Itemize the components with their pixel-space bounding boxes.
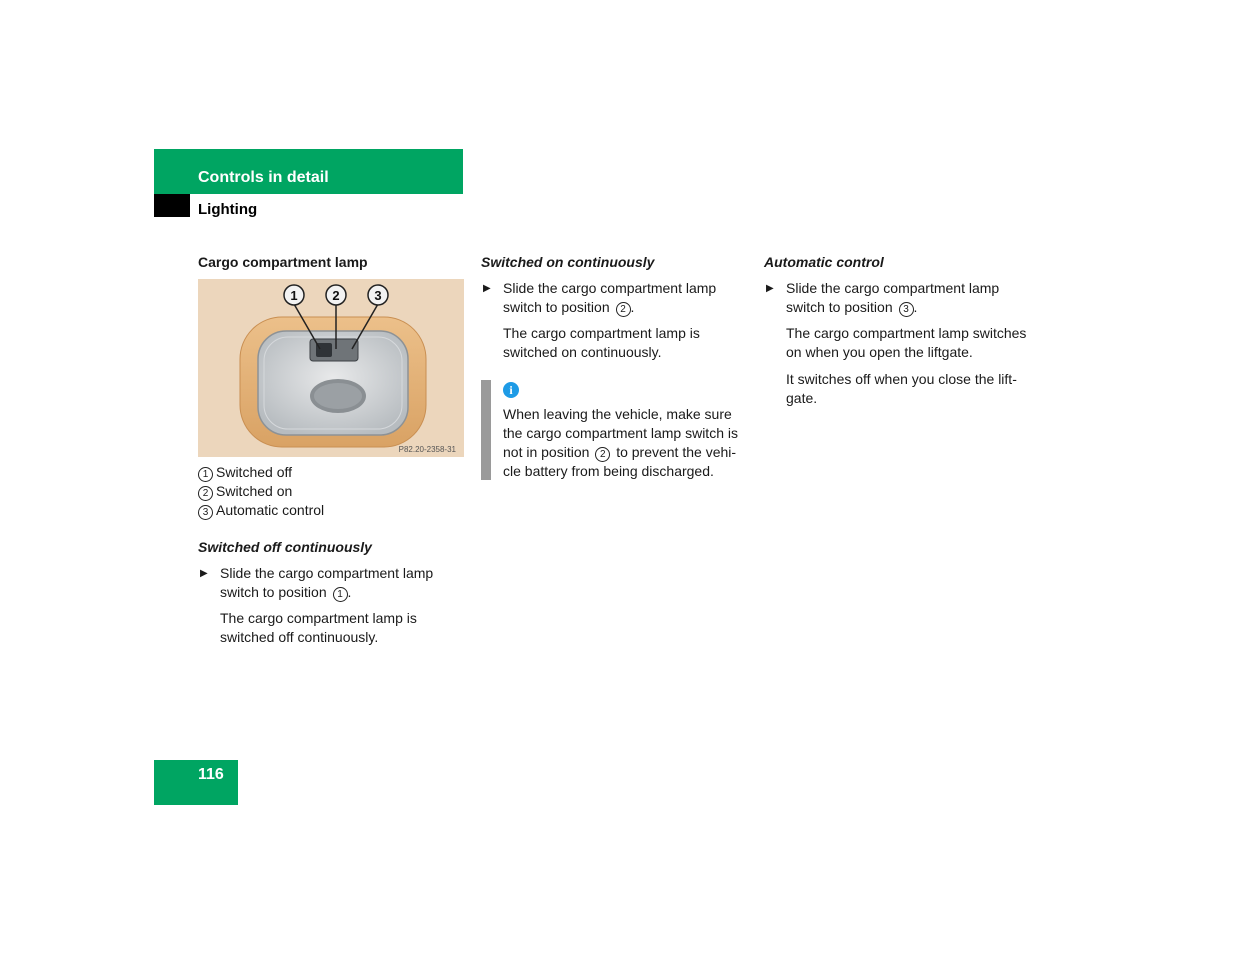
callout-2 [326, 285, 346, 305]
info-icon: i [503, 382, 519, 398]
callout-2-label: 2 [332, 288, 340, 303]
note-bar [481, 380, 491, 480]
instruction-step: ▶ Slide the cargo compartment lamp switch to position 3 . [766, 280, 1000, 315]
subsection-title: Lighting [198, 201, 258, 218]
bullet-arrow-icon: ▶ [766, 283, 774, 294]
instruction-step: ▶ Slide the cargo compartment lamp switch to position 1 . [200, 565, 434, 600]
instruction-step: ▶ Slide the cargo compartment lamp switch to position 2 . [483, 280, 717, 315]
legend-num: 2 [198, 486, 213, 501]
page-number-box [154, 760, 238, 805]
automatic-control-heading: Automatic control [764, 254, 884, 270]
step-text: Slide the cargo compartment lamp switch to position [786, 280, 1000, 315]
switched-on-heading: Switched on continuously [481, 254, 655, 270]
cargo-lamp-illustration [198, 279, 464, 457]
switched-off-heading: Switched off continuously [198, 539, 372, 555]
step-text: Slide the cargo compartment lamp switch to position [503, 280, 717, 315]
figure-ref-code: P82.20-2358-31 [398, 445, 456, 454]
info-note [481, 380, 751, 481]
callout-1-label: 1 [290, 288, 298, 303]
header-marker [154, 194, 190, 217]
note-text-b: to prevent the vehi-cle battery from being discharged. [503, 444, 737, 479]
cargo-lamp-heading: Cargo compartment lamp [198, 254, 368, 270]
position-num: 1 [333, 587, 348, 602]
position-num: 2 [616, 302, 631, 317]
legend-label: Automatic control [216, 502, 325, 518]
step-text: Slide the cargo compartment lamp switch to position [220, 565, 434, 600]
page-number: 116 [198, 766, 224, 783]
legend-label: Switched off [216, 464, 293, 480]
callout-3 [368, 285, 388, 305]
legend-item [198, 463, 464, 482]
legend-num: 1 [198, 467, 213, 482]
bullet-arrow-icon: ▶ [483, 283, 491, 294]
callout-1 [284, 285, 304, 305]
legend-num: 3 [198, 505, 213, 520]
column-2 [481, 253, 751, 481]
column-3 [764, 253, 1034, 416]
note-text-a: When leaving the vehicle, make sure the cargo compartment lamp switch is not in position [503, 406, 738, 460]
note-text [503, 405, 751, 481]
position-num: 2 [595, 447, 610, 462]
legend-item [198, 482, 464, 501]
section-title: Controls in detail [198, 169, 329, 186]
position-num: 3 [899, 302, 914, 317]
cargo-lamp-figure [198, 279, 464, 457]
figure-legend [198, 463, 464, 520]
legend-label: Switched on [216, 483, 293, 499]
step-result: The cargo compartment lamp switches on when you open the liftgate. [786, 325, 1027, 360]
bullet-arrow-icon: ▶ [200, 568, 208, 579]
step-result: The cargo compartment lamp is switched off continuously. [220, 610, 417, 645]
column-1 [198, 253, 464, 655]
step-result: The cargo compartment lamp is switched on continuously. [503, 325, 700, 360]
callout-3-label: 3 [374, 288, 382, 303]
step-result: It switches off when you close the lift-gate. [786, 371, 1017, 406]
legend-item [198, 501, 464, 520]
